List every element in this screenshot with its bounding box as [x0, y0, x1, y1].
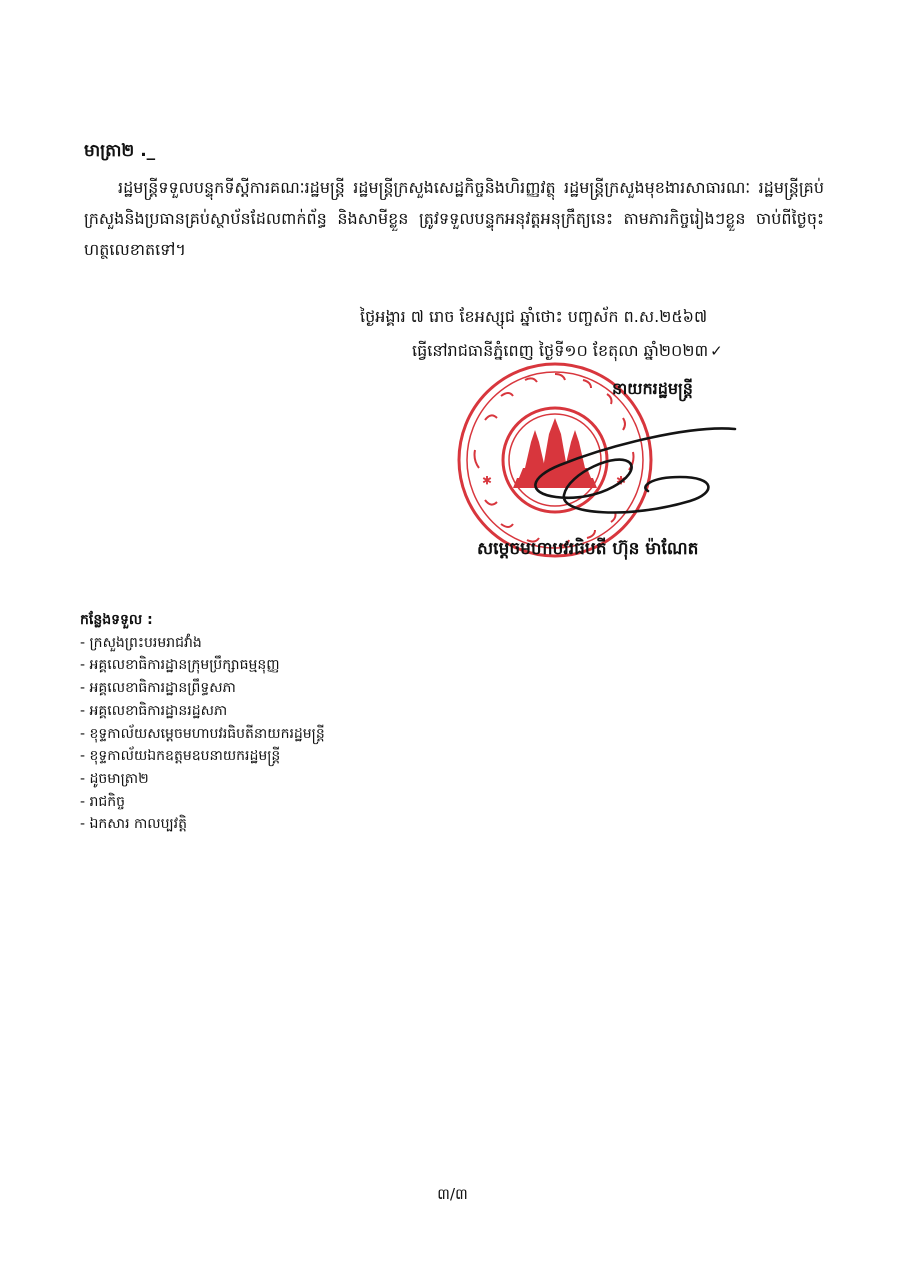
list-item: - អគ្គលេខាធិការដ្ឋានព្រឹទ្ធសភា: [80, 677, 325, 700]
recipients-title: កន្លែងទទួល :: [80, 612, 153, 628]
svg-text:*: *: [483, 473, 491, 492]
list-item: - អគ្គលេខាធិការដ្ឋានក្រុមប្រឹក្សាធម្មនុញ្ញ: [80, 654, 325, 677]
handwritten-signature-icon: [520, 415, 750, 525]
page-number: ៣/៣: [437, 1185, 468, 1203]
recipients-list: [80, 632, 325, 836]
check-mark-icon: ✓: [710, 342, 723, 360]
article-body: [84, 172, 824, 265]
svg-text:*: *: [617, 473, 625, 492]
signatory-title: នាយករដ្ឋមន្ត្រី: [612, 379, 693, 398]
signatory-name: សម្តេចមហាបវរធិបតី ហ៊ុន ម៉ាណែត: [477, 539, 699, 559]
lunar-date: ថ្ងៃអង្គារ ៧ រោច ខែអស្សុជ ឆ្នាំថោះ បញ្ចស័ក ព.ស.២៥៦៧: [360, 307, 708, 326]
list-item: - រាជកិច្ច: [80, 791, 325, 814]
article-title: មាត្រា២ ._: [84, 141, 156, 161]
gregorian-date: ធ្វើនៅរាជធានីភ្នំពេញ ថ្ងៃទី១០ ខែតុលា ឆ្នាំ២០២៣: [412, 341, 709, 360]
list-item: - ខុទ្ទកាល័យឯកឧត្តមឧបនាយករដ្ឋមន្ត្រី: [80, 745, 325, 768]
article-body-text: រដ្ឋមន្ត្រីទទួលបន្ទុកទីស្តីការគណៈរដ្ឋមន្ត្រី រដ្ឋមន្ត្រីក្រសួងសេដ្ឋកិច្ចនិងហិរញ្ញវត្ថុ រដ្ឋមន្ត្រីក្រសួងមុខងារសាធារណៈ រដ្ឋមន្ត្រីគ្រប់ក្រសួងនិងប្រធានគ្រប់ស្ថាប័នដែលពាក់ព័ន្ធ និងសាមីខ្លួន ត្រូវទទួលបន្ទុកអនុវត្តអនុក្រឹត្យនេះ តាមភារកិច្ចរៀងៗខ្លួន ចាប់ពីថ្ងៃចុះហត្ថលេខាតទៅ។: [84, 178, 824, 259]
list-item: - ដូចមាត្រា២: [80, 768, 325, 791]
recipients-section: [80, 609, 325, 836]
list-item: - ខុទ្ទកាល័យសម្តេចមហាបវរធិបតីនាយករដ្ឋមន្ត្រី: [80, 723, 325, 746]
list-item: - ឯកសារ កាលប្បវត្តិ: [80, 813, 325, 836]
list-item: - អគ្គលេខាធិការដ្ឋានរដ្ឋសភា: [80, 700, 325, 723]
list-item: - ក្រសួងព្រះបរមរាជវាំង: [80, 632, 325, 655]
